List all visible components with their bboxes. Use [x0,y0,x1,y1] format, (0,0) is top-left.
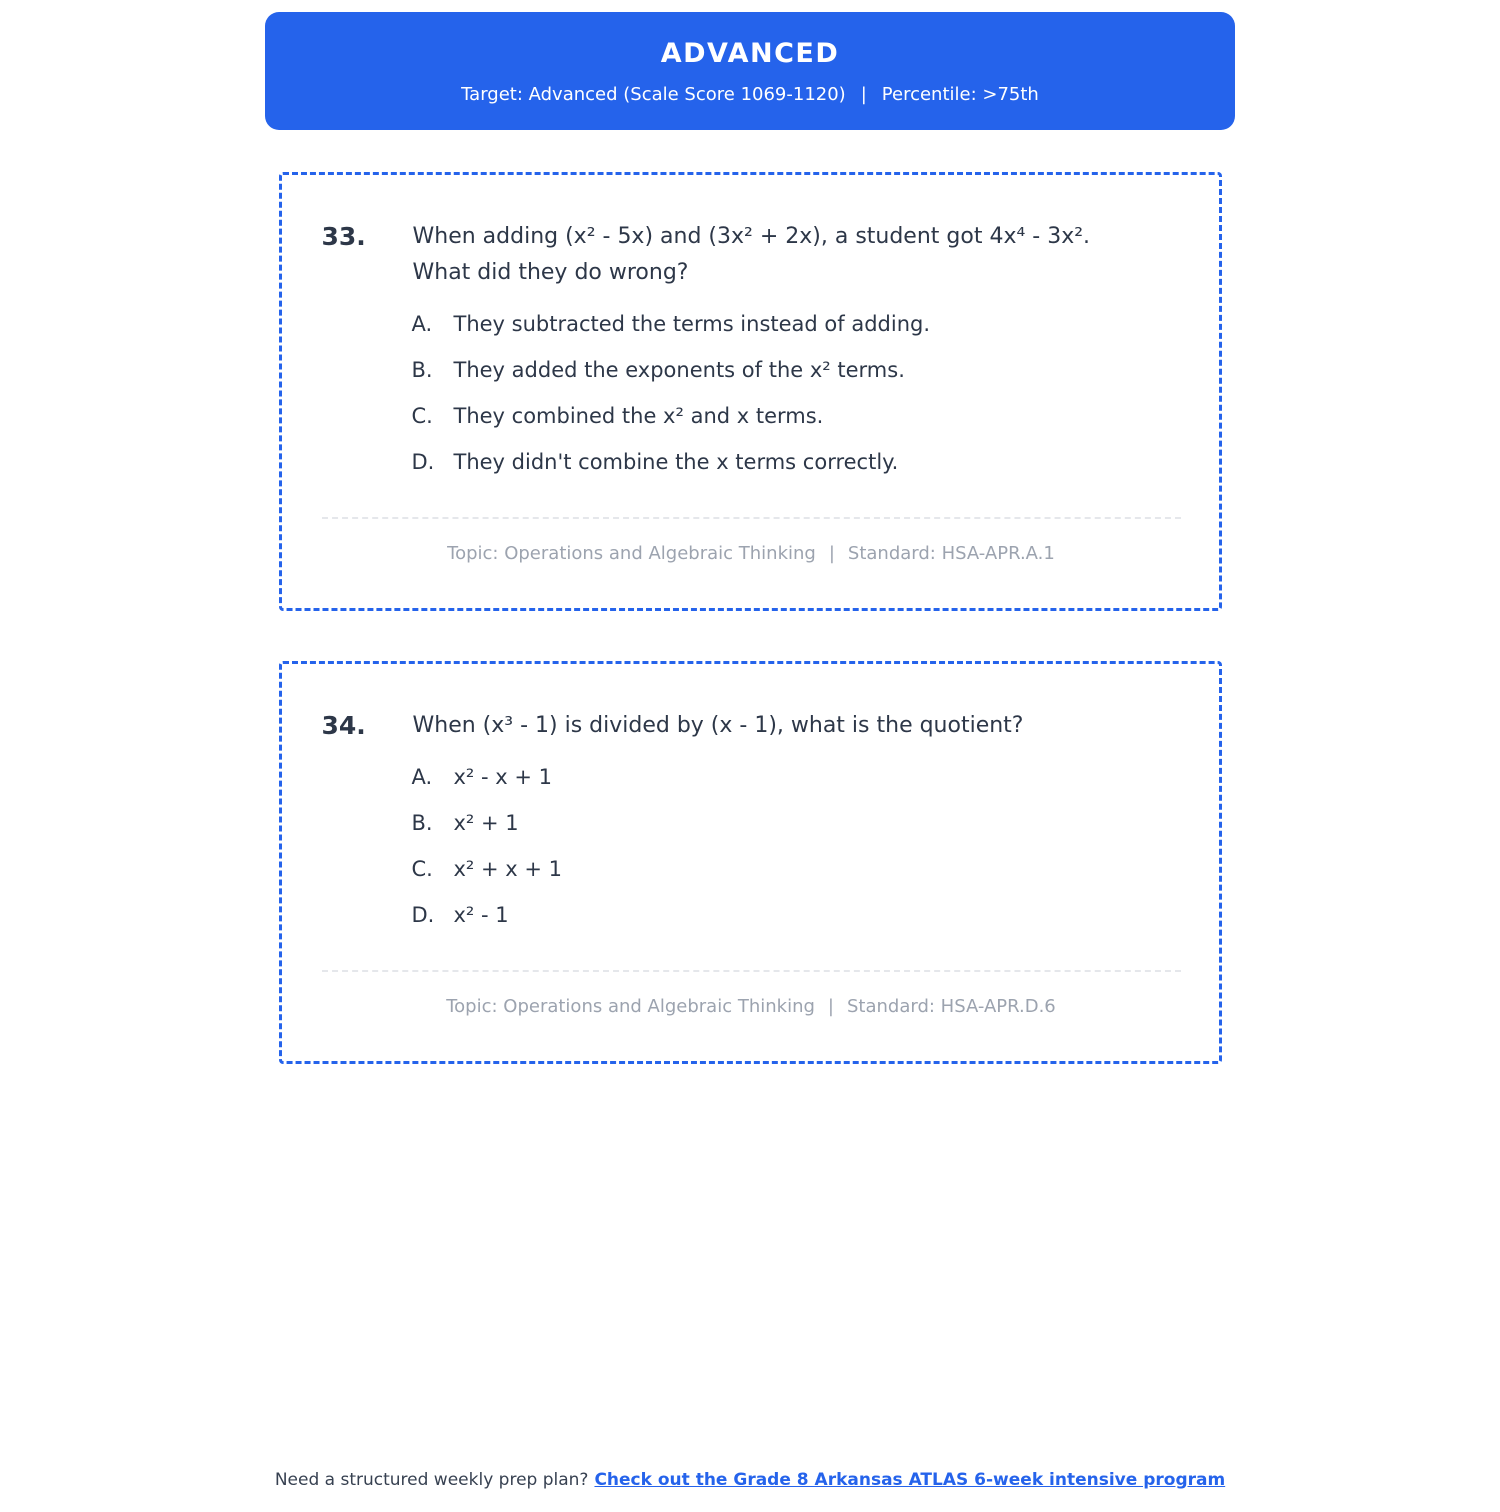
option-text: They added the exponents of the x² terms. [453,358,905,382]
option-letter: C. [411,857,433,881]
question-row [322,708,1181,744]
option-letter: A. [411,765,433,789]
percentile-text: Percentile: >75th [881,83,1039,105]
option-b [412,810,1181,836]
option-d [412,902,1181,928]
prep-program-link[interactable]: Check out the Grade 8 Arkansas ATLAS 6-week intensive program [594,1470,1226,1490]
option-letter: C. [411,404,433,428]
option-letter: B. [411,358,433,382]
standard-text: Standard: HSA-APR.D.6 [846,996,1056,1017]
page-footer [0,1470,1500,1490]
level-subtitle [461,84,1039,105]
question-number: 33. [321,222,366,251]
target-text: Target: Advanced (Scale Score 1069-1120) [461,83,846,105]
option-text: They didn't combine the x terms correctly. [453,450,899,474]
topic-divider: | [827,996,834,1017]
option-text: x² + x + 1 [453,857,563,881]
option-c [412,856,1181,882]
topic-text: Topic: Operations and Algebraic Thinking [447,543,816,564]
option-a [412,764,1181,790]
question-text [413,708,1024,744]
option-text: x² - x + 1 [453,765,553,789]
question-text-line: What did they do wrong? [412,260,689,285]
question-text [413,219,1091,291]
topic-divider: | [828,543,835,564]
question-card-33 [279,172,1222,611]
option-b [412,357,1181,383]
subtitle-divider: | [860,83,867,105]
option-letter: D. [411,450,435,474]
option-letter: D. [411,903,435,927]
standard-text: Standard: HSA-APR.A.1 [847,543,1055,564]
options-list [412,764,1181,928]
topic-standard-line [322,996,1181,1017]
question-number: 34. [321,711,366,740]
option-text: x² - 1 [453,903,509,927]
option-letter: A. [411,312,433,336]
topic-text: Topic: Operations and Algebraic Thinking [446,996,815,1017]
option-a [412,311,1181,337]
question-text-line: When (x³ - 1) is divided by (x - 1), what is the quotient? [412,713,1024,738]
separator-line [322,970,1181,972]
question-text-line: When adding (x² - 5x) and (3x² + 2x), a student got 4x⁴ - 3x². [412,224,1091,249]
options-list [412,311,1181,475]
option-c [412,403,1181,429]
question-card-34 [279,661,1222,1064]
separator-line [322,517,1181,519]
level-banner [265,12,1235,130]
question-row [322,219,1181,291]
option-d [412,449,1181,475]
option-text: They combined the x² and x terms. [453,404,824,428]
footer-prompt: Need a structured weekly prep plan? [274,1470,589,1490]
topic-standard-line [322,543,1181,564]
level-title: ADVANCED [660,37,840,69]
option-text: They subtracted the terms instead of adding. [453,312,931,336]
option-text: x² + 1 [453,811,519,835]
worksheet-page [0,12,1500,1490]
option-letter: B. [411,811,433,835]
